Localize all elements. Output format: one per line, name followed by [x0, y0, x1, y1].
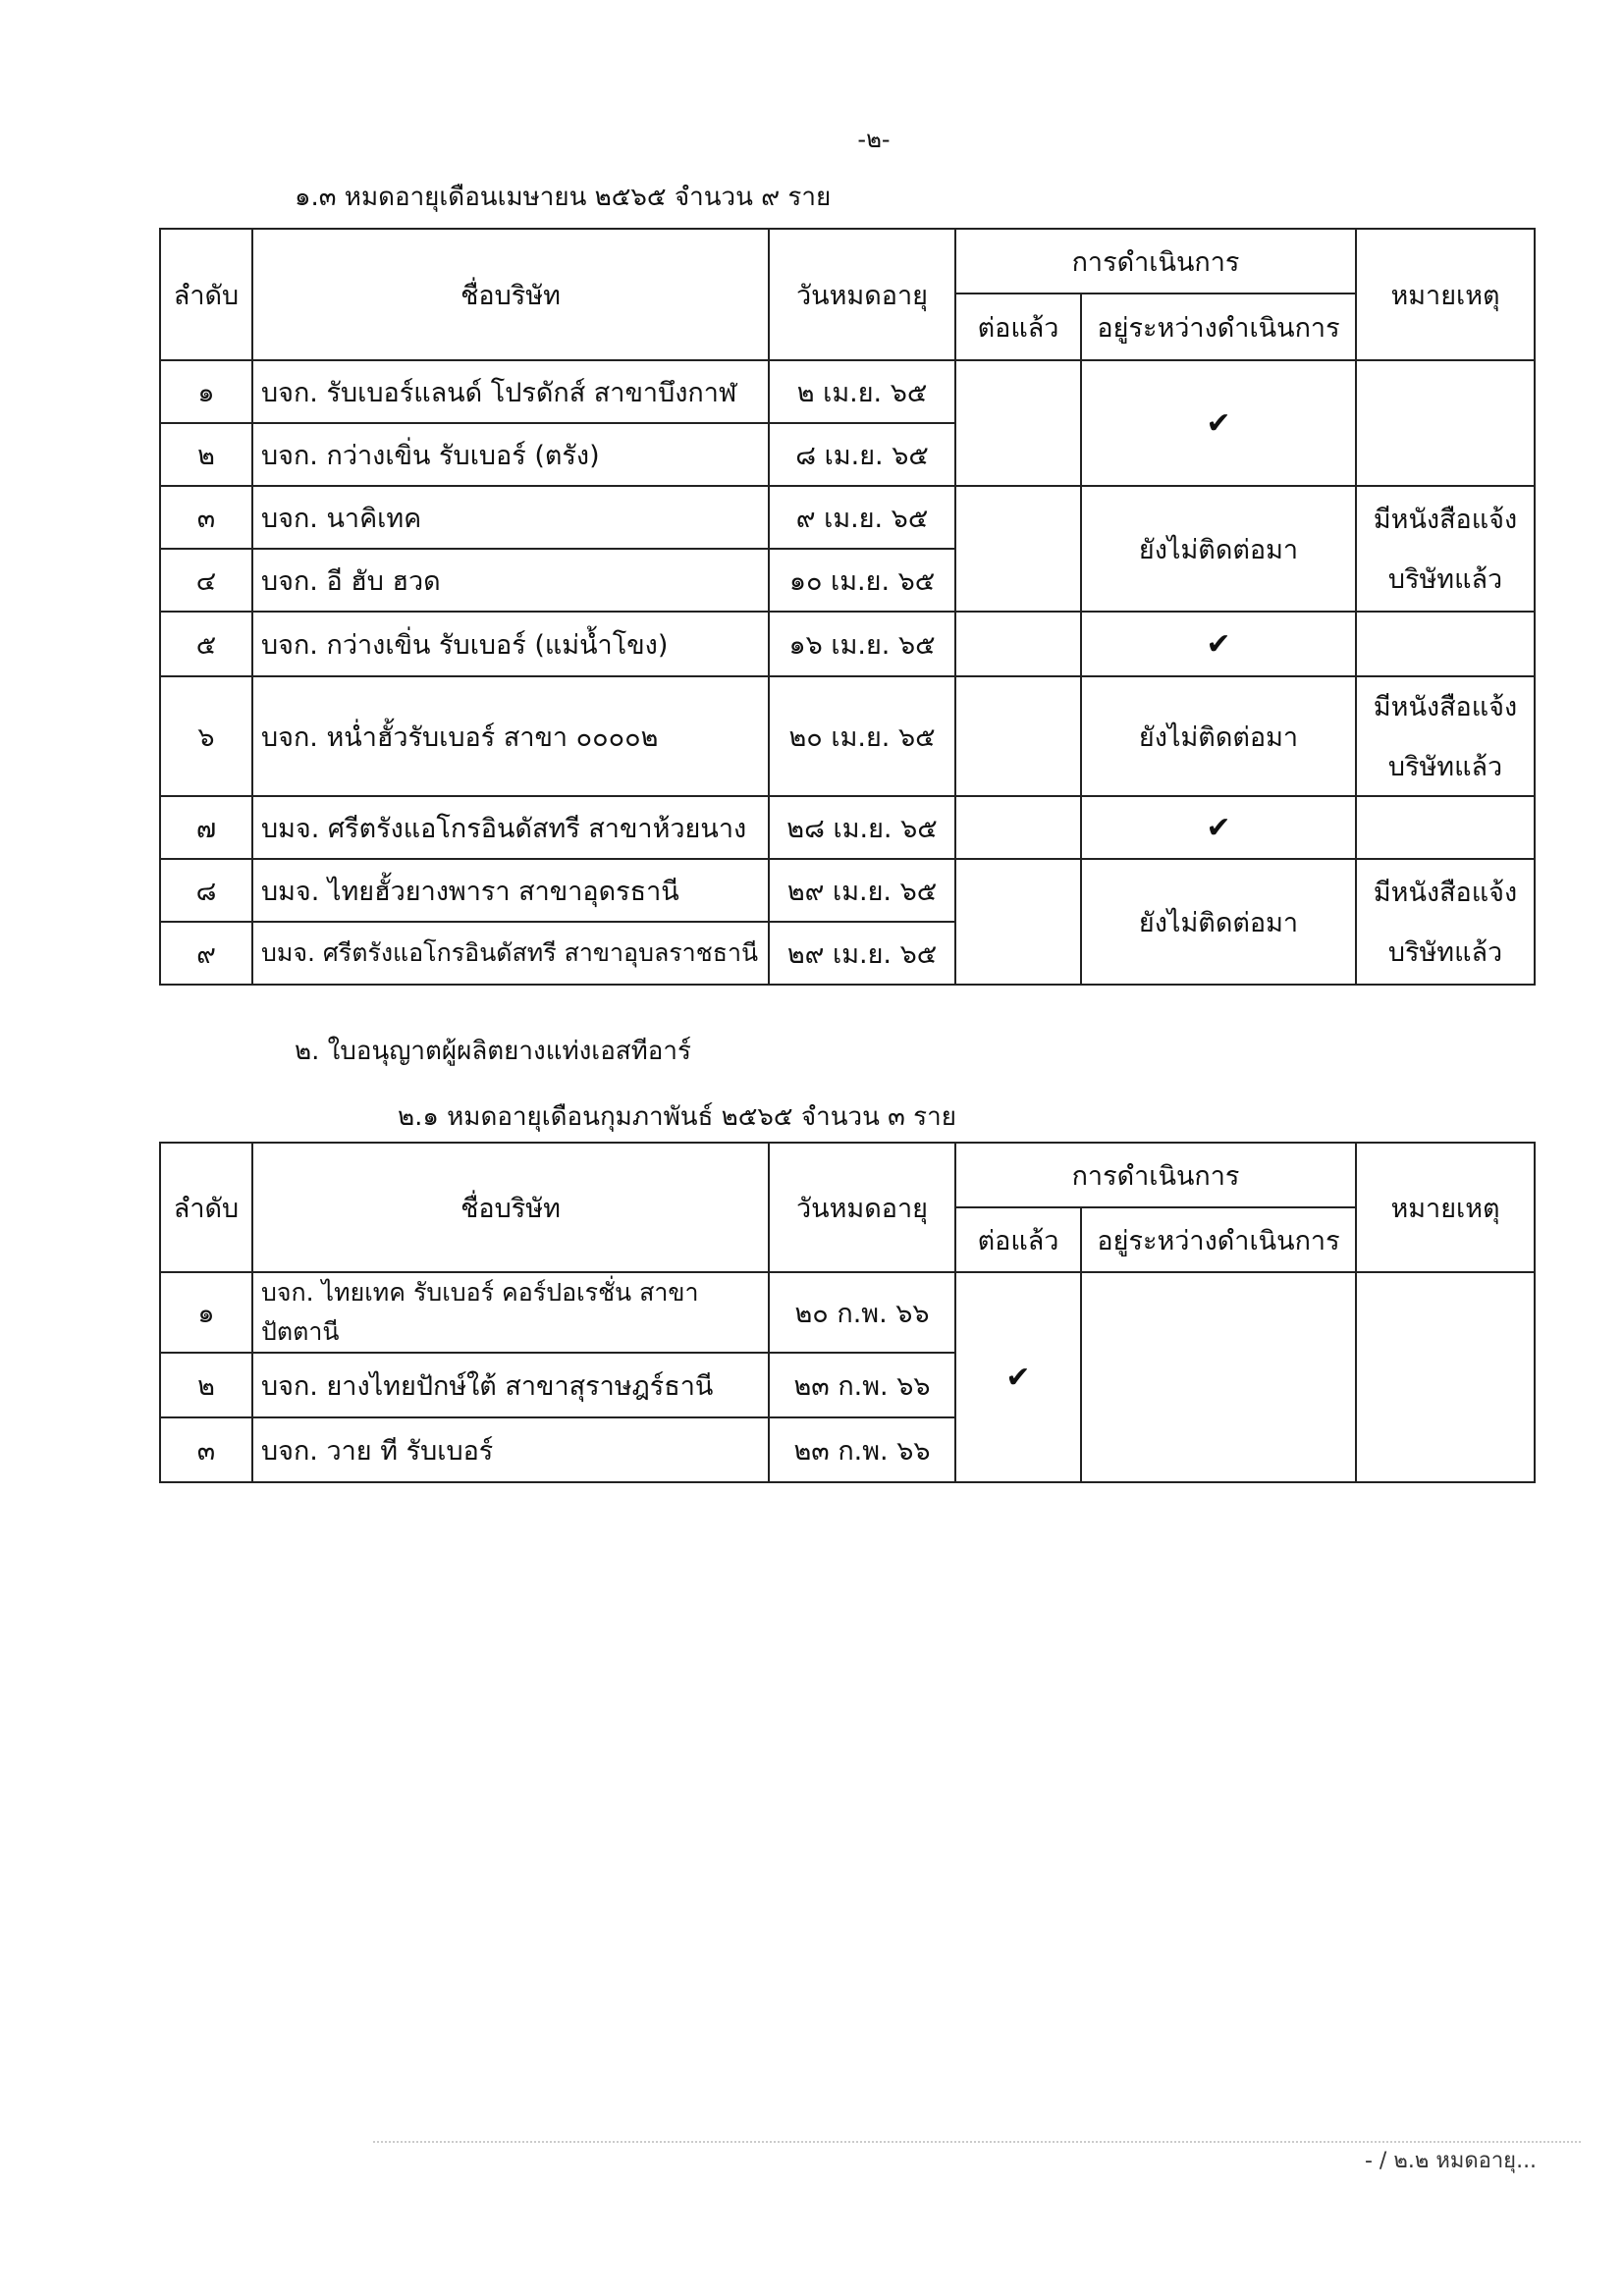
row-number: ๒ [160, 1353, 252, 1417]
expiry-date: ๑๖ เม.ย. ๖๕ [769, 612, 955, 676]
expiry-date: ๘ เม.ย. ๖๕ [769, 423, 955, 486]
expiry-date: ๑๐ เม.ย. ๖๕ [769, 549, 955, 612]
header-order: ลำดับ [160, 229, 252, 360]
header-company: ชื่อบริษัท [252, 229, 769, 360]
company-name: บจก. กว่างเขิ่น รับเบอร์ (แม่น้ำโขง) [252, 612, 769, 676]
table-row [160, 360, 1535, 423]
not-contacted-text: ยังไม่ติดต่อมา [1081, 676, 1356, 796]
remark-cell [1356, 676, 1535, 796]
row-number: ๑ [160, 360, 252, 423]
header-order: ลำดับ [160, 1143, 252, 1272]
row-number: ๕ [160, 612, 252, 676]
scan-noise-line [373, 2135, 1581, 2143]
row-number: ๖ [160, 676, 252, 796]
header-action: การดำเนินการ [955, 229, 1356, 294]
row-number: ๓ [160, 1417, 252, 1482]
row-number: ๘ [160, 859, 252, 922]
continuation-note: - / ๒.๒ หมดอายุ... [1365, 2149, 1538, 2173]
header-expiry: วันหมดอายุ [769, 1143, 955, 1272]
row-number: ๗ [160, 796, 252, 859]
company-name: บมจ. ศรีตรังแอโกรอินดัสทรี สาขาห้วยนาง [252, 796, 769, 859]
remark-cell [1356, 1272, 1535, 1482]
section-13-heading: ๑.๓ หมดอายุเดือนเมษายน ๒๕๖๕ จำนวน ๙ ราย [295, 183, 832, 212]
row-number: ๔ [160, 549, 252, 612]
renewed-cell [955, 676, 1081, 796]
remark-cell [1356, 360, 1535, 486]
table-row [160, 676, 1535, 796]
page-number: -๒- [857, 126, 891, 153]
not-contacted-text: ยังไม่ติดต่อมา [1081, 859, 1356, 985]
check-icon: ✔ [1081, 612, 1356, 676]
remark-line-1: มีหนังสือแจ้ง [1373, 878, 1518, 908]
remark-line-2: บริษัทแล้ว [1387, 937, 1503, 968]
remark-cell [1356, 859, 1535, 985]
remark-cell [1356, 796, 1535, 859]
expiry-date: ๒๙ เม.ย. ๖๕ [769, 922, 955, 985]
header-company: ชื่อบริษัท [252, 1143, 769, 1272]
february-expiry-table [159, 1142, 1536, 1483]
table-row [160, 1272, 1535, 1353]
header-expiry: วันหมดอายุ [769, 229, 955, 360]
company-name: บจก. หน่ำฮั้วรับเบอร์ สาขา ๐๐๐๐๒ [252, 676, 769, 796]
header-renewed: ต่อแล้ว [955, 294, 1081, 360]
remark-line-1: มีหนังสือแจ้ง [1373, 692, 1518, 722]
company-name: บมจ. ศรีตรังแอโกรอินดัสทรี สาขาอุบลราชธานี [252, 922, 769, 985]
expiry-date: ๒๙ เม.ย. ๖๕ [769, 859, 955, 922]
expiry-date: ๒๘ เม.ย. ๖๕ [769, 796, 955, 859]
company-name: บจก. ยางไทยปักษ์ใต้ สาขาสุราษฎร์ธานี [252, 1353, 769, 1417]
company-name: บจก. กว่างเขิ่น รับเบอร์ (ตรัง) [252, 423, 769, 486]
remark-cell [1356, 612, 1535, 676]
header-renewed: ต่อแล้ว [955, 1207, 1081, 1272]
company-name: บจก. รับเบอร์แลนด์ โปรดักส์ สาขาบึงกาฬ [252, 360, 769, 423]
header-remark: หมายเหตุ [1356, 1143, 1535, 1272]
row-number: ๓ [160, 486, 252, 549]
row-number: ๑ [160, 1272, 252, 1353]
not-contacted-text: ยังไม่ติดต่อมา [1081, 486, 1356, 612]
company-name: บจก. นาคิเทค [252, 486, 769, 549]
header-in-progress: อยู่ระหว่างดำเนินการ [1081, 294, 1356, 360]
header-remark: หมายเหตุ [1356, 229, 1535, 360]
check-icon: ✔ [955, 1272, 1081, 1482]
row-number: ๙ [160, 922, 252, 985]
section-2-heading: ๒. ใบอนุญาตผู้ผลิตยางแท่งเอสทีอาร์ [295, 1037, 691, 1066]
row-number: ๒ [160, 423, 252, 486]
check-icon: ✔ [1081, 360, 1356, 486]
table-row [160, 486, 1535, 549]
expiry-date: ๒๐ เม.ย. ๖๕ [769, 676, 955, 796]
section-21-heading: ๒.๑ หมดอายุเดือนกุมภาพันธ์ ๒๕๖๕ จำนวน ๓ ราย [398, 1102, 956, 1132]
table-row [160, 796, 1535, 859]
table-row [160, 859, 1535, 922]
expiry-date: ๒๓ ก.พ. ๖๖ [769, 1417, 955, 1482]
renewed-cell [955, 360, 1081, 486]
company-name: บจก. อี ฮับ ฮวด [252, 549, 769, 612]
remark-line-2: บริษัทแล้ว [1387, 752, 1503, 782]
in-progress-cell [1081, 1272, 1356, 1482]
renewed-cell [955, 796, 1081, 859]
header-action: การดำเนินการ [955, 1143, 1356, 1207]
remark-cell [1356, 486, 1535, 612]
header-in-progress: อยู่ระหว่างดำเนินการ [1081, 1207, 1356, 1272]
company-name: บมจ. ไทยฮั้วยางพารา สาขาอุดรธานี [252, 859, 769, 922]
company-name: บจก. วาย ที รับเบอร์ [252, 1417, 769, 1482]
renewed-cell [955, 486, 1081, 612]
expiry-date: ๙ เม.ย. ๖๕ [769, 486, 955, 549]
renewed-cell [955, 859, 1081, 985]
table-row [160, 612, 1535, 676]
expiry-date: ๒๐ ก.พ. ๖๖ [769, 1272, 955, 1353]
remark-line-2: บริษัทแล้ว [1387, 564, 1503, 595]
expiry-date: ๒ เม.ย. ๖๕ [769, 360, 955, 423]
remark-line-1: มีหนังสือแจ้ง [1373, 505, 1518, 535]
company-name: บจก. ไทยเทค รับเบอร์ คอร์ปอเรชั่น สาขาปัตตานี [252, 1272, 769, 1353]
check-icon: ✔ [1081, 796, 1356, 859]
april-expiry-table [159, 228, 1536, 986]
expiry-date: ๒๓ ก.พ. ๖๖ [769, 1353, 955, 1417]
renewed-cell [955, 612, 1081, 676]
